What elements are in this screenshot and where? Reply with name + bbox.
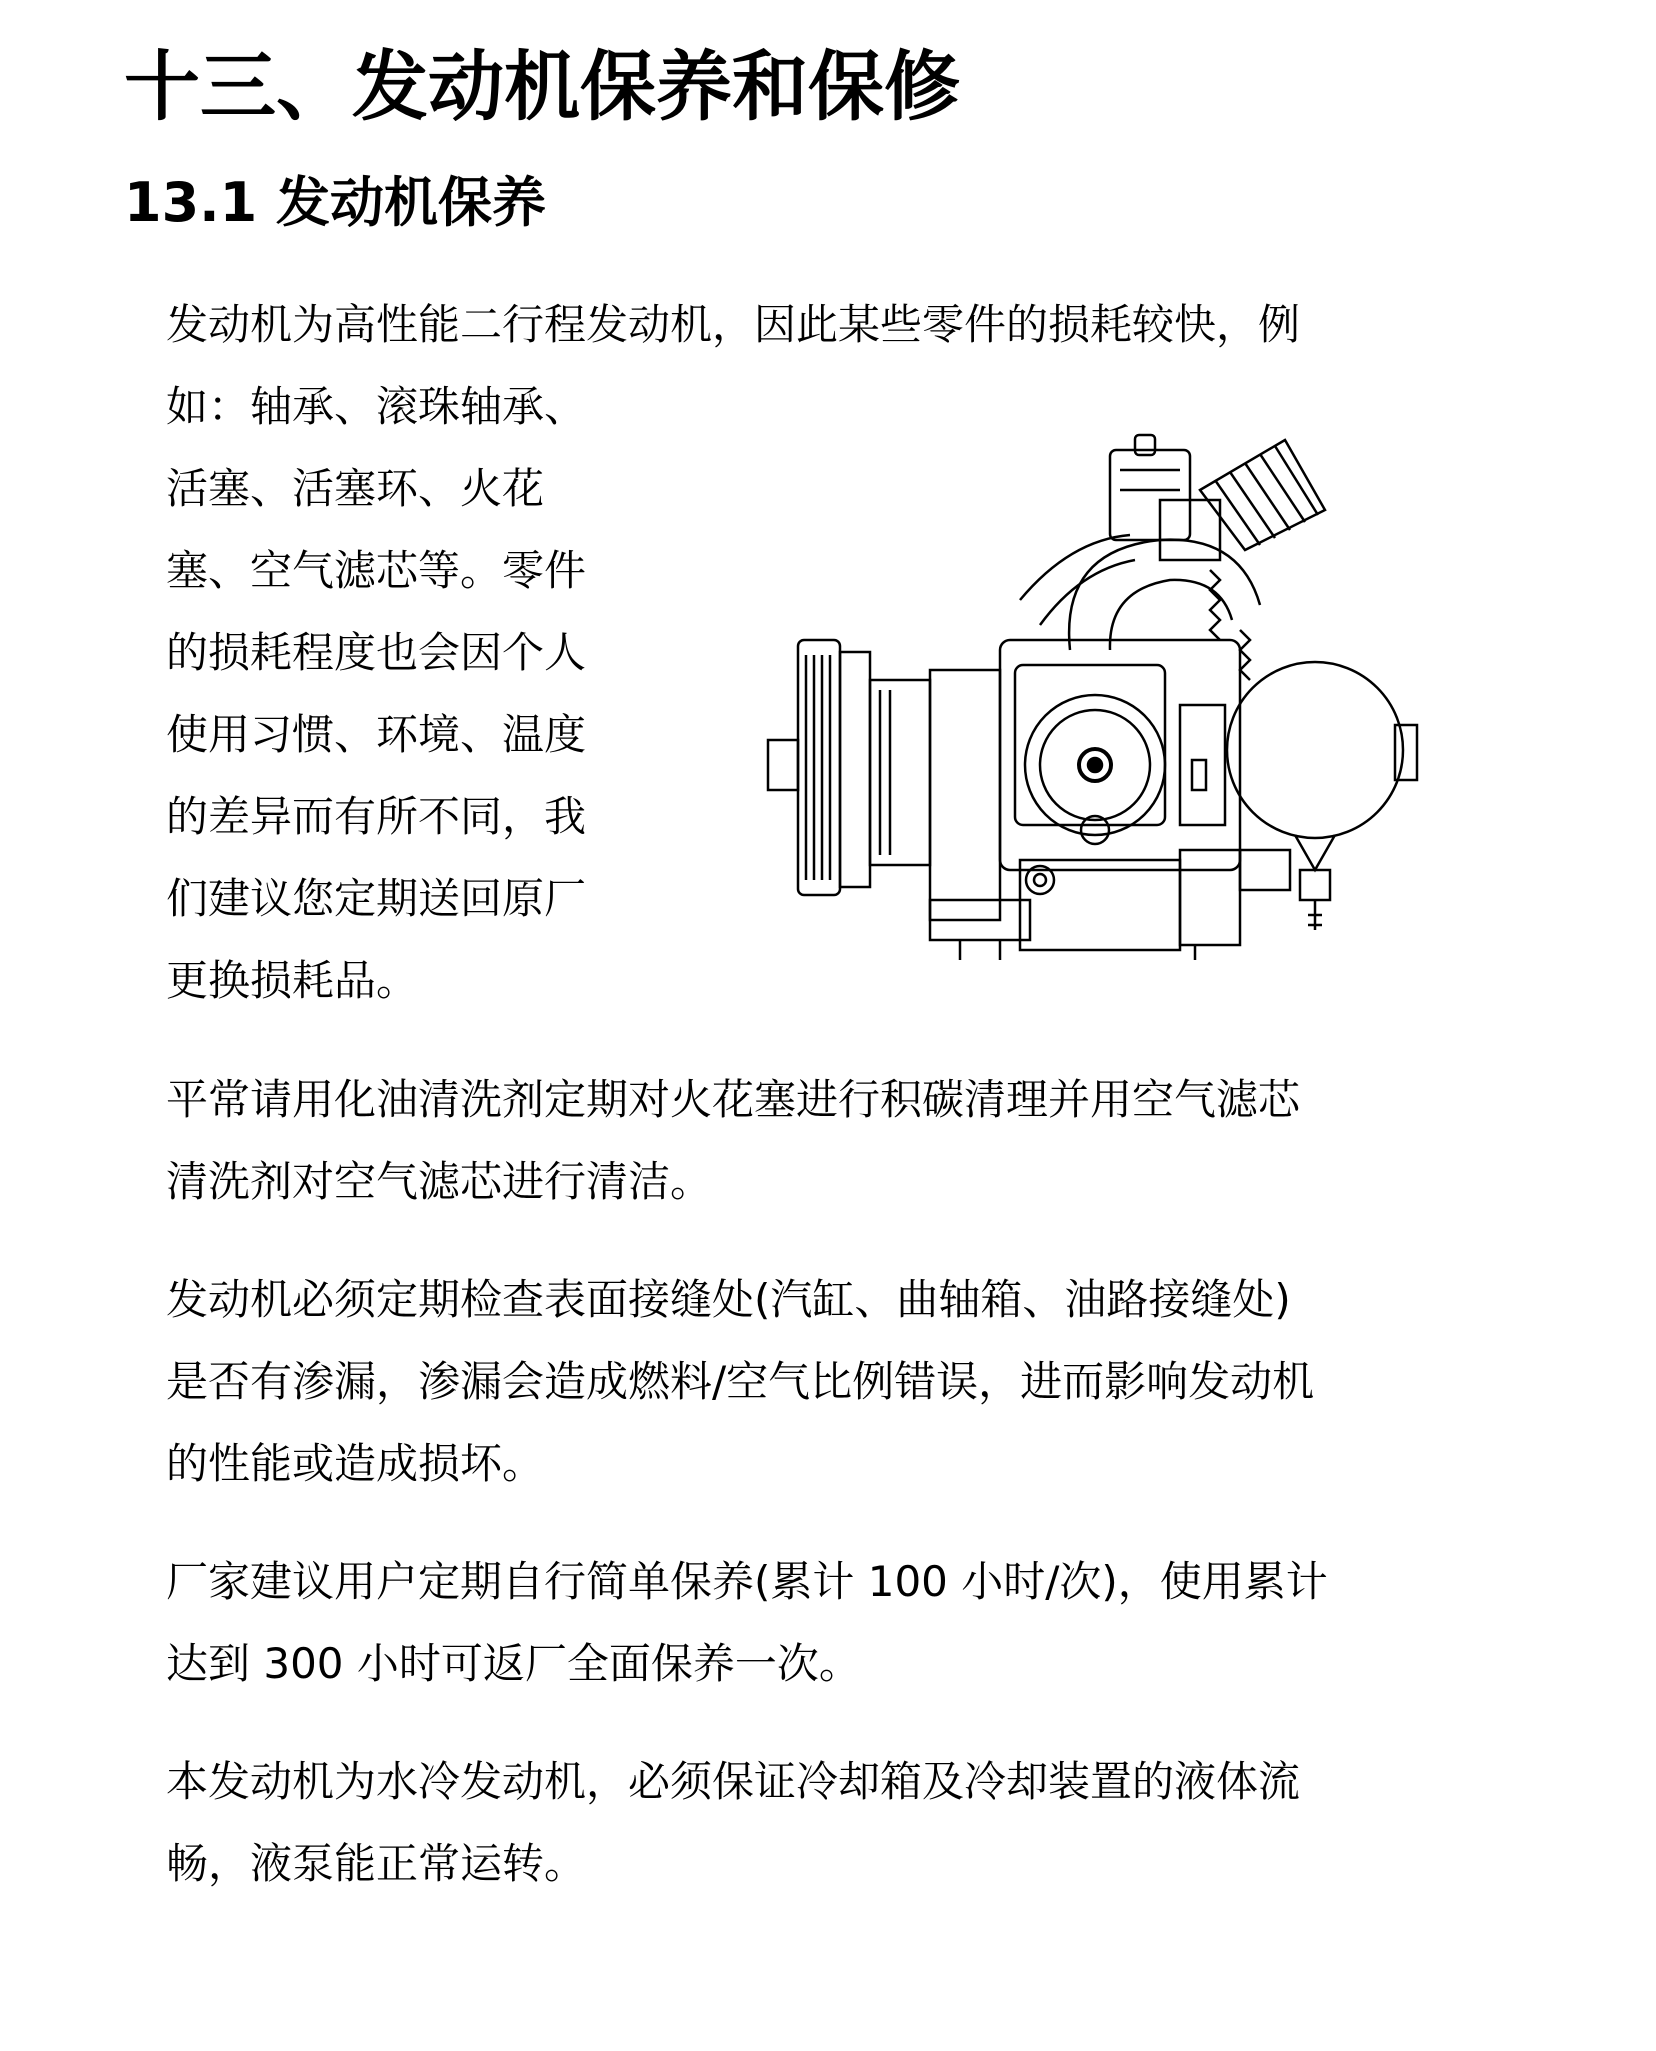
paragraph-leak-check [166,1259,1496,1505]
paragraph-line: 塞、空气滤芯等。零件 [166,546,587,595]
paragraph-line: 畅，液泵能正常运转。 [166,1839,587,1888]
spring-drawing [1210,570,1250,680]
paragraph-line: 活塞、活塞环、火花 [166,464,545,513]
paragraph-line: 发动机必须定期检查表面接缝处(汽缸、曲轴箱、油路接缝处) [166,1275,1291,1324]
paragraph-line: 的差异而有所不同，我 [166,792,587,841]
paragraph-line: 清洗剂对空气滤芯进行清洁。 [166,1157,713,1206]
exhaust-pipe-drawing [1020,535,1260,650]
engine-illustration [740,430,1420,970]
paragraph-line: 达到 300 小时可返厂全面保养一次。 [166,1639,861,1688]
section-title: 13.1 发动机保养 [124,171,547,234]
paragraph-line: 如：轴承、滚珠轴承、 [166,382,587,431]
paragraph-line: 是否有渗漏，渗漏会造成燃料/空气比例错误，进而影响发动机 [166,1357,1315,1406]
paragraph-line: 的性能或造成损坏。 [166,1439,545,1488]
paragraph-line: 的损耗程度也会因个人 [166,628,587,677]
paragraph-line: 平常请用化油清洗剂定期对火花塞进行积碳清理并用空气滤芯 [166,1075,1301,1124]
paragraph-line: 使用习惯、环境、温度 [166,710,587,759]
paragraph-maintenance-schedule [166,1541,1496,1705]
crankcase-drawing [930,640,1290,960]
paragraph-spark-plug-cleaning [166,1059,1496,1223]
paragraph-line: 发动机为高性能二行程发动机，因此某些零件的损耗较快，例 [166,300,1301,349]
paragraph-line: 们建议您定期送回原厂 [166,874,587,923]
paragraph-line: 本发动机为水冷发动机，必须保证冷却箱及冷却装置的液体流 [166,1757,1301,1806]
flywheel-drawing [768,640,1000,920]
paragraph-cooling [166,1741,1496,1905]
chapter-title: 十三、发动机保养和保修 [124,42,960,131]
paragraph-line: 厂家建议用户定期自行简单保养(累计 100 小时/次)，使用累计 [166,1557,1328,1606]
paragraph-line: 更换损耗品。 [166,956,419,1005]
carburetor-drawing [1110,435,1220,560]
